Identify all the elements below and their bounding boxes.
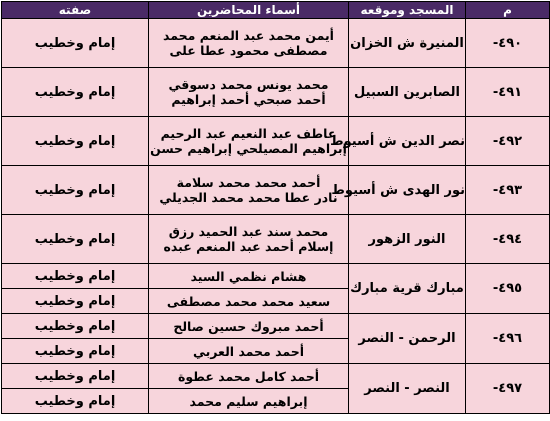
mosque-cell: المنيرة ش الخزان <box>349 19 466 68</box>
table-header-row <box>2 2 550 19</box>
role-cell: إمام وخطيب <box>2 389 149 414</box>
table-row <box>2 264 550 289</box>
names-cell <box>149 166 349 215</box>
names-cell <box>149 68 349 117</box>
lecturer-name: أحمد محمد العربي <box>149 339 349 364</box>
names-cell <box>149 117 349 166</box>
table-row <box>2 166 550 215</box>
table-row <box>2 68 550 117</box>
row-number: ٤٩٢- <box>466 117 550 166</box>
lecturer-name: أحمد كامل محمد عطوة <box>149 364 349 389</box>
names-cell <box>149 215 349 264</box>
lecturer-name: محمد يونس محمد دسوقي <box>168 77 329 92</box>
mosque-cell: الرحمن - النصر <box>349 314 466 364</box>
role-cell: إمام وخطيب <box>2 68 149 117</box>
role-cell: إمام وخطيب <box>2 289 149 314</box>
row-number: ٤٩٣- <box>466 166 550 215</box>
row-number: ٤٩١- <box>466 68 550 117</box>
lecturer-name: هشام نظمي السيد <box>149 264 349 289</box>
lecturer-name: أحمد صبحي أحمد إبراهيم <box>171 92 326 107</box>
lecturer-name: أيمن محمد عبد المنعم محمد <box>163 28 334 43</box>
row-number: ٤٩٦- <box>466 314 550 364</box>
row-number: ٤٩٠- <box>466 19 550 68</box>
mosque-table <box>1 1 550 414</box>
lecturer-name: نادر عطا محمد محمد الجديلي <box>159 190 338 205</box>
role-cell: إمام وخطيب <box>2 314 149 339</box>
role-cell: إمام وخطيب <box>2 364 149 389</box>
header-num: م <box>466 2 550 19</box>
lecturer-name: سعيد محمد محمد مصطفى <box>149 289 349 314</box>
role-cell: إمام وخطيب <box>2 339 149 364</box>
names-cell <box>149 19 349 68</box>
lecturer-name: أحمد مبروك حسين صالح <box>149 314 349 339</box>
lecturer-name: إسلام أحمد عبد المنعم عبده <box>163 239 334 254</box>
lecturer-name: إبراهيم المصيلحي إبراهيم حسن <box>150 141 347 156</box>
mosque-cell: نصر الدين ش أسيوط <box>349 117 466 166</box>
header-mosque: المسجد وموقعه <box>349 2 466 19</box>
row-number: ٤٩٧- <box>466 364 550 414</box>
table-row <box>2 364 550 389</box>
table-row <box>2 215 550 264</box>
role-cell: إمام وخطيب <box>2 215 149 264</box>
mosque-cell: الصابرين السبيل <box>349 68 466 117</box>
lecturer-name: أحمد محمد محمد سلامة <box>176 175 321 190</box>
table-row <box>2 314 550 339</box>
row-number: ٤٩٤- <box>466 215 550 264</box>
mosque-cell: النصر - النصر <box>349 364 466 414</box>
row-number: ٤٩٥- <box>466 264 550 314</box>
role-cell: إمام وخطيب <box>2 19 149 68</box>
lecturer-name: إبراهيم سليم محمد <box>149 389 349 414</box>
role-cell: إمام وخطيب <box>2 264 149 289</box>
table-row <box>2 117 550 166</box>
lecturer-name: محمد سند عبد الحميد رزق <box>168 224 329 239</box>
role-cell: إمام وخطيب <box>2 166 149 215</box>
role-cell: إمام وخطيب <box>2 117 149 166</box>
table-row <box>2 19 550 68</box>
mosque-cell: مبارك قرية مبارك <box>349 264 466 314</box>
header-names: أسماء المحاضرين <box>149 2 349 19</box>
mosque-cell: نور الهدى ش أسيوط <box>349 166 466 215</box>
lecturer-name: عاطف عبد النعيم عبد الرحيم <box>160 126 337 141</box>
lecturer-name: مصطفى محمود عطا على <box>169 43 328 58</box>
header-role: صفته <box>2 2 149 19</box>
mosque-cell: النور الزهور <box>349 215 466 264</box>
